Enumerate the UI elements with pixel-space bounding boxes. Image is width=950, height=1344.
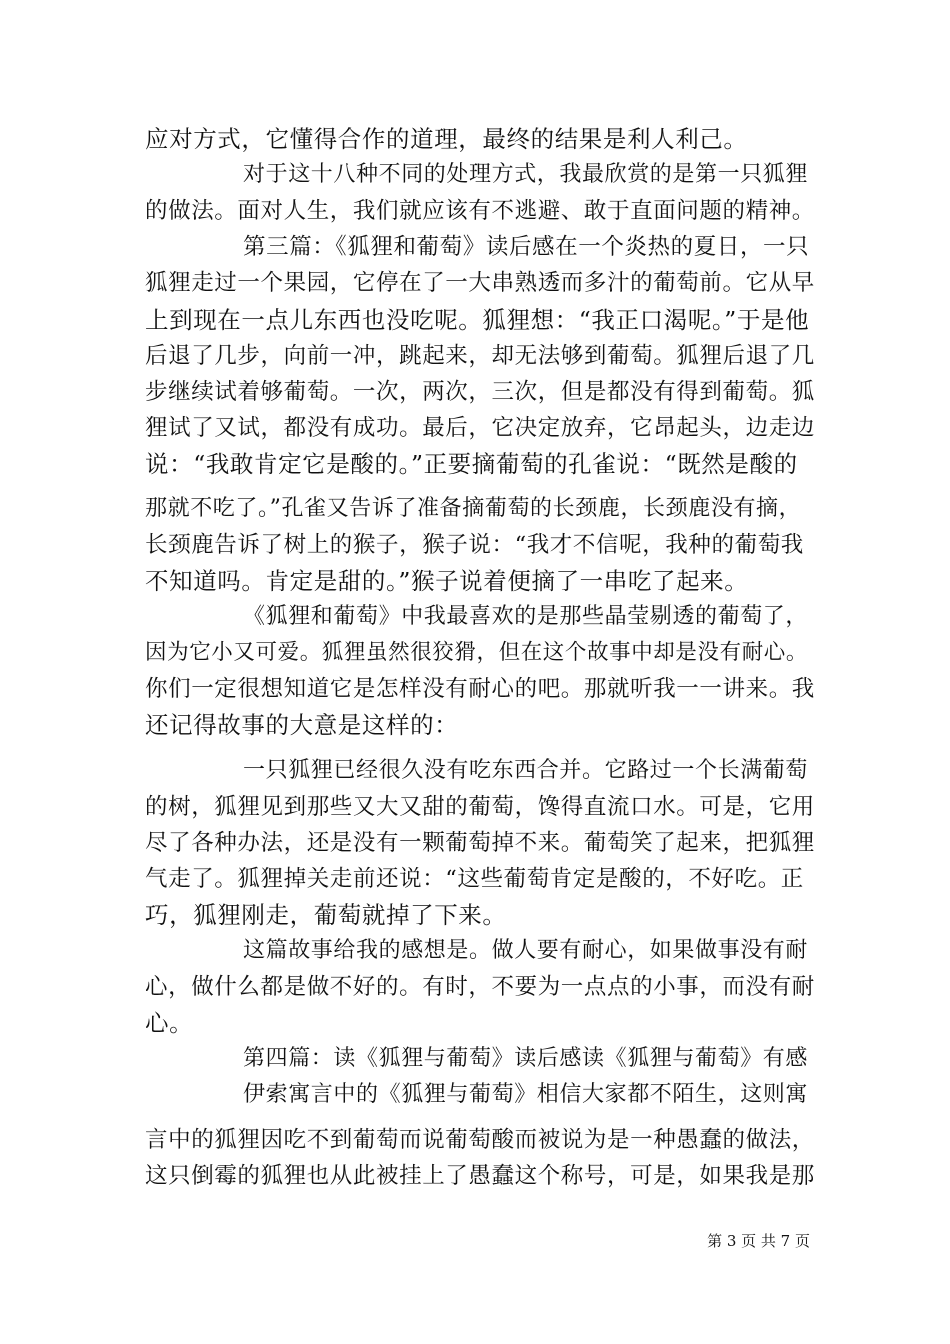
text-line: 你们一定很想知道它是怎样没有耐心的吧。那就听我一一讲来。我 xyxy=(145,676,815,702)
text-line: 后退了几步，向前一冲，跳起来，却无法够到葡萄。狐狸后退了几 xyxy=(145,343,815,369)
text-line: 这只倒霉的狐狸也从此被挂上了愚蠢这个称号，可是，如果我是那 xyxy=(145,1163,815,1189)
text-line: 的树，狐狸见到那些又大又甜的葡萄，馋得直流口水。可是，它用 xyxy=(145,794,815,820)
page-number-footer: 第 3 页 共 7 页 xyxy=(707,1232,810,1250)
text-line: 说：“我敢肯定它是酸的。”正要摘葡萄的孔雀说：“既然是酸的 xyxy=(145,450,798,478)
text-line: 上到现在一点儿东西也没吃呢。狐狸想：“我正口渴呢。”于是他 xyxy=(145,306,810,334)
text-line: 一只狐狸已经很久没有吃东西合并。它路过一个长满葡萄 xyxy=(243,758,809,783)
text-line: 步继续试着够葡萄。一次，两次，三次，但是都没有得到葡萄。狐 xyxy=(145,379,815,405)
text-line: 《狐狸和葡萄》中我最喜欢的是那些晶莹剔透的葡萄了， xyxy=(243,604,809,629)
text-line: 心，做什么都是做不好的。有时，不要为一点点的小事，而没有耐 xyxy=(145,974,815,1000)
text-line: 伊索寓言中的《狐狸与葡萄》相信大家都不陌生，这则寓 xyxy=(243,1082,809,1107)
text-line: 这篇故事给我的感想是。做人要有耐心，如果做事没有耐 xyxy=(243,938,809,963)
text-line: 还记得故事的大意是这样的： xyxy=(145,711,459,739)
text-line: 那就不吃了。”孔雀又告诉了准备摘葡萄的长颈鹿，长颈鹿没有摘， xyxy=(145,496,802,521)
section-heading-line: 第四篇：读《狐狸与葡萄》读后感读《狐狸与葡萄》有感 xyxy=(243,1046,809,1071)
text-line: 言中的狐狸因吃不到葡萄而说葡萄酸而被说为是一种愚蠢的做法， xyxy=(145,1127,815,1153)
text-line: 气走了。狐狸掉关走前还说：“这些葡萄肯定是酸的，不好吃。正 xyxy=(145,866,804,892)
text-line: 心。 xyxy=(145,1009,194,1037)
text-line: 长颈鹿告诉了树上的猴子，猴子说：“我才不信呢，我种的葡萄我 xyxy=(145,532,804,558)
text-line: 因为它小又可爱。狐狸虽然很狡猾，但在这个故事中却是没有耐心。 xyxy=(145,640,809,665)
text-line: 不知道吗。肯定是甜的。”猴子说着便摘了一串吃了起来。 xyxy=(145,567,749,595)
text-line: 对于这十八种不同的处理方式，我最欣赏的是第一只狐狸 xyxy=(243,162,809,187)
text-line: 狸试了又试，都没有成功。最后，它决定放弃，它昂起头，边走边 xyxy=(145,415,815,441)
text-line: 尽了各种办法，还是没有一颗葡萄掉不来。葡萄笑了起来，把狐狸 xyxy=(145,830,815,856)
text-line: 第三篇：《狐狸和葡萄》读后感在一个炎热的夏日，一只 xyxy=(243,234,810,260)
text-line: 的做法。面对人生，我们就应该有不逃避、敢于直面问题的精神。 xyxy=(145,198,815,224)
text-line: 巧，狐狸刚走，葡萄就掉了下来。 xyxy=(145,901,507,929)
text-line: 狐狸走过一个果园，它停在了一大串熟透而多汁的葡萄前。它从早 xyxy=(145,270,815,296)
text-line: 应对方式，它懂得合作的道理，最终的结果是利人利己。 xyxy=(145,125,748,153)
